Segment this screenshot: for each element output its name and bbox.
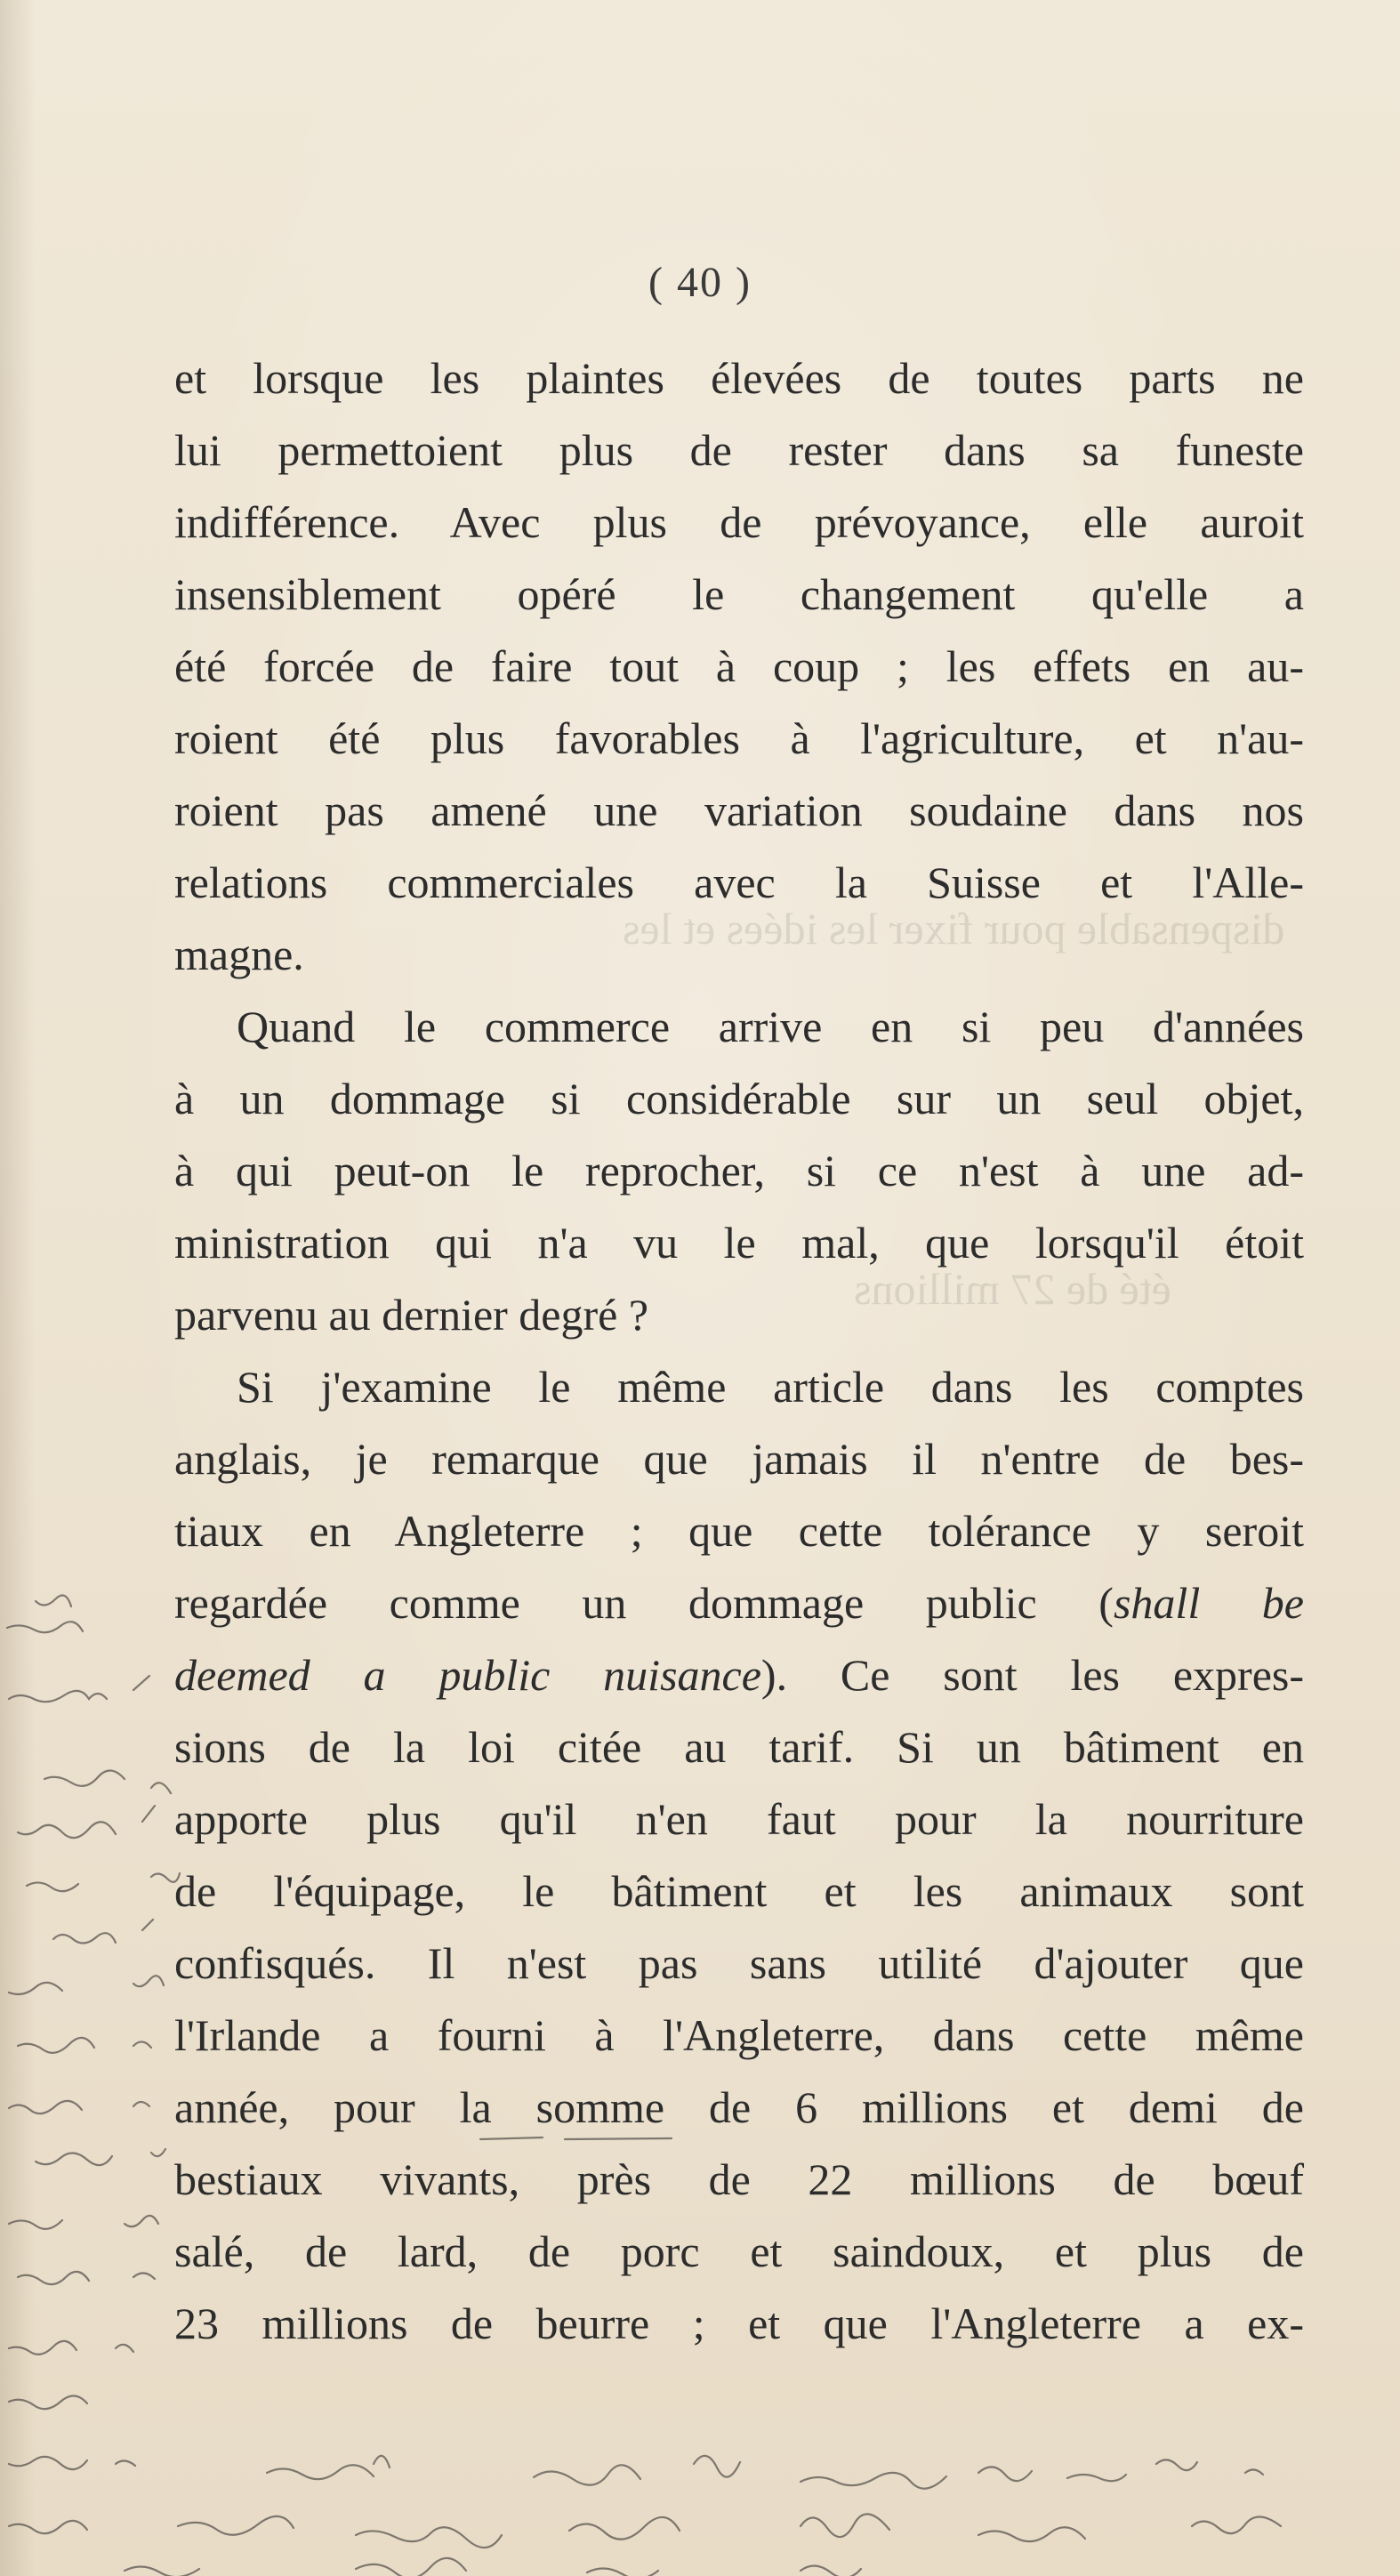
bleed-through-text: été de 27 millions — [854, 1264, 1171, 1314]
text-line: roient été plus favorables à l'agriculture, et n'au- — [174, 713, 1304, 763]
text-line: relations commerciales avec la Suisse et l'Alle- — [174, 857, 1304, 907]
margin-scribble — [36, 2149, 165, 2165]
text-line: et lorsque les plaintes élevées de toutes parts ne — [174, 353, 1304, 403]
text-line: 23 millions de beurre ; et que l'Angleterre a ex- — [174, 2298, 1304, 2348]
text-line: anglais, je remarque que jamais il n'entre de bes- — [174, 1434, 1304, 1484]
text-line: sions de la loi citée au tarif. Si un bâtiment en — [174, 1722, 1304, 1772]
page-body — [174, 342, 1304, 2360]
text-line: confisqués. Il n'est pas sans utilité d'ajouter que — [174, 1938, 1304, 1988]
margin-scribble — [18, 2038, 151, 2053]
margin-scribble — [18, 2272, 155, 2284]
text-line: insensiblement opéré le changement qu'elle a — [174, 569, 1304, 619]
bottom-scribble — [125, 2558, 861, 2576]
bleed-through-text: dispensable pour fixer les idées et les — [623, 904, 1285, 954]
text-line-segment: ). Ce sont les expres- — [760, 1650, 1304, 1700]
margin-scribble — [18, 1806, 155, 1838]
margin-scribble — [44, 1770, 171, 1793]
page-gutter-shadow — [0, 0, 36, 2576]
text-line: été forcée de faire tout à coup ; les effets en au- — [174, 641, 1304, 691]
italic-phrase: deemed a public nuisance — [174, 1650, 761, 1700]
bottom-scribble — [267, 2456, 1263, 2489]
bottom-scribble — [178, 2514, 1281, 2548]
margin-scribble — [27, 1873, 180, 1891]
text-line — [174, 1567, 1304, 1639]
text-line: salé, de lard, de porc et saindoux, et plus de — [174, 2226, 1304, 2276]
text-line: de l'équipage, le bâtiment et les animaux sont — [174, 1866, 1304, 1916]
text-line: à un dommage si considérable sur un seul objet, — [174, 1074, 1304, 1123]
text-line: l'Irlande a fourni à l'Angleterre, dans cette même — [174, 2010, 1304, 2060]
text-line: indifférence. Avec plus de prévoyance, elle auroit — [174, 497, 1304, 547]
text-line — [174, 1639, 1304, 1711]
text-line: parvenu au dernier degré ? — [174, 1290, 649, 1340]
text-line-segment: regardée comme un dommage public ( — [174, 1578, 1114, 1628]
text-line: bestiaux vivants, près de 22 millions de bœuf — [174, 2154, 1304, 2204]
text-line: tiaux en Angleterre ; que cette tolérance y seroit — [174, 1506, 1304, 1556]
italic-phrase: shall be — [1113, 1578, 1304, 1628]
paragraph-start-line: Si j'examine le même article dans les comptes — [237, 1362, 1304, 1412]
page-number: ( 40 ) — [648, 259, 752, 306]
text-line: apporte plus qu'il n'en faut pour la nourriture — [174, 1794, 1304, 1844]
text-line: roient pas amené une variation soudaine dans nos — [174, 785, 1304, 835]
text-line: à qui peut-on le reprocher, si ce n'est à une ad- — [174, 1146, 1304, 1195]
text-line: lui permettoient plus de rester dans sa funeste — [174, 425, 1304, 475]
margin-scribble — [53, 1920, 153, 1944]
text-line: année, pour la somme de 6 millions et demi de — [174, 2082, 1304, 2132]
text-line: ministration qui n'a vu le mal, que lorsqu'il étoit — [174, 1218, 1304, 1268]
text-line: magne. — [174, 930, 304, 979]
paragraph-start-line: Quand le commerce arrive en si peu d'années — [237, 1002, 1304, 1051]
